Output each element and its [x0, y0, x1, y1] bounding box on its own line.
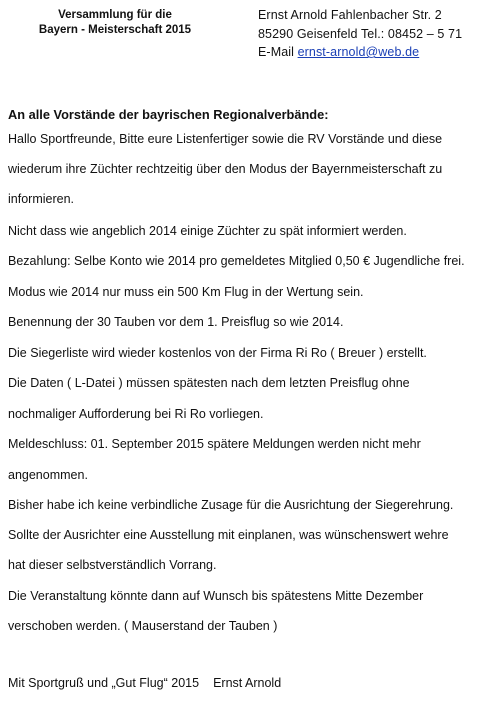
event-title-line-2: Bayern - Meisterschaft 2015 — [38, 24, 192, 36]
body-line: informieren. — [8, 192, 74, 206]
body-line: verschoben werden. ( Mauserstand der Tauben ) — [8, 619, 278, 633]
body-line: Modus wie 2014 nur muss ein 500 Km Flug in der Wertung sein. — [8, 285, 364, 299]
body-line: wiederum ihre Züchter rechtzeitig über den Modus der Bayernmeisterschaft zu — [8, 162, 443, 176]
body-line: Nicht dass wie angeblich 2014 einige Züchter zu spät informiert werden. — [8, 224, 407, 238]
body-line: Hallo Sportfreunde, Bitte eure Listenfertiger sowie die RV Vorstände und diese — [8, 132, 443, 146]
body-line: Benennung der 30 Tauben vor dem 1. Preisflug so wie 2014. — [8, 315, 344, 329]
body-line: Bisher habe ich keine verbindliche Zusage für die Ausrichtung der Siegerehrung. — [8, 498, 454, 512]
salutation-heading: An alle Vorstände der bayrischen Regionalverbände: — [8, 107, 329, 122]
closing-line — [8, 676, 281, 690]
body-line: Bezahlung: Selbe Konto wie 2014 pro gemeldetes Mitglied 0,50 € Jugendliche frei. — [8, 254, 465, 268]
sender-address — [258, 6, 462, 62]
body-line: Meldeschluss: 01. September 2015 spätere Meldungen werden nicht mehr — [8, 437, 421, 451]
body-line: Die Siegerliste wird wieder kostenlos von der Firma Ri Ro ( Breuer ) erstellt. — [8, 346, 427, 360]
body-line: angenommen. — [8, 468, 88, 482]
closing-greeting: Mit Sportgruß und „Gut Flug“ 2015 — [8, 676, 200, 690]
email-label: E-Mail — [258, 45, 298, 59]
body-line: hat dieser selbstverständlich Vorrang. — [8, 558, 217, 572]
body-line: Die Veranstaltung könnte dann auf Wunsch bis spätestens Mitte Dezember — [8, 589, 424, 603]
body-line: Sollte der Ausrichter eine Ausstellung mit einplanen, was wünschenswert wehre — [8, 528, 449, 542]
signature-name: Ernst Arnold — [213, 676, 282, 690]
email-link[interactable]: ernst-arnold@web.de — [297, 45, 420, 59]
sender-email-row — [258, 43, 462, 62]
event-title — [20, 8, 210, 38]
sender-name-street: Ernst Arnold Fahlenbacher Str. 2 — [258, 8, 442, 22]
event-title-line-1: Versammlung für die — [58, 9, 172, 21]
sender-city-phone: 85290 Geisenfeld Tel.: 08452 – 5 71 — [258, 26, 463, 41]
body-line: Die Daten ( L-Datei ) müssen spätesten nach dem letzten Preisflug ohne — [8, 376, 410, 390]
body-line: nochmaliger Aufforderung bei Ri Ro vorliegen. — [8, 407, 264, 421]
